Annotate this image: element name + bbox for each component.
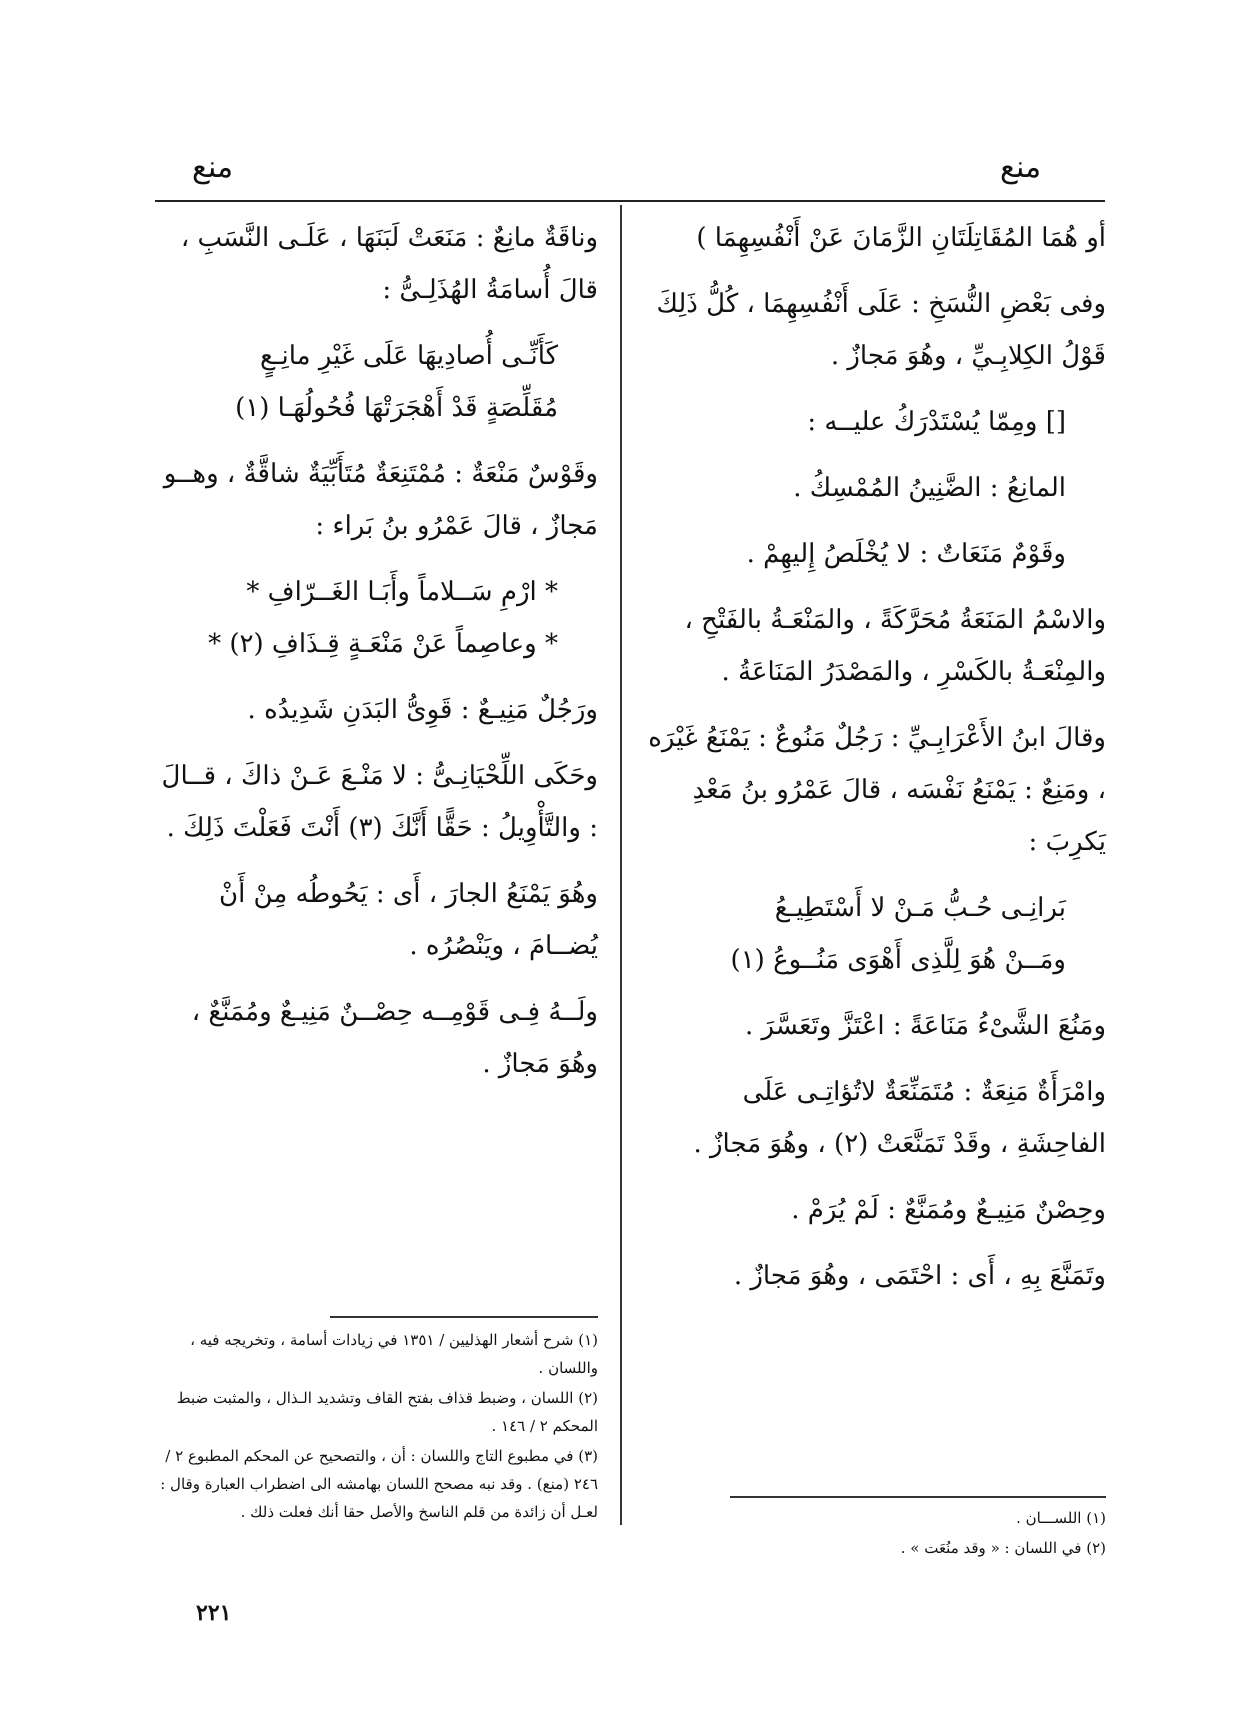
paragraph: ورَجُلٌ مَنِيـعٌ : قَوِىُّ البَدَنِ شَدِيدُه . — [247, 695, 598, 725]
header-rule — [155, 200, 1105, 202]
paragraph: وناقَةٌ مانِعٌ : مَنَعَتْ لَبَنَهَا ، عَلَـى النَّسَبِ ، قالَ أُسامَةُ الهُذَلِـىُّ : — [180, 223, 598, 305]
paragraph: وقَوْمٌ مَنَعَاتٌ : لا يُخْلَصُ إِليهِمْ . — [746, 539, 1066, 569]
right-column — [648, 212, 1106, 1316]
left-column — [148, 212, 598, 1104]
paragraph: والاسْمُ المَنَعَةُ مُحَرَّكَةً ، والمَنْعَـةُ بالفَتْحِ ، والمِنْعَـةُ بالكَسْرِ ، والمَصْدَرُ المَنَاعَةُ . — [684, 605, 1106, 687]
verse-line: مُقَلِّصَةٍ قَدْ أَهْجَرَتْهَا فُحُولُهَـا (١) — [235, 393, 558, 423]
paragraph: ولَــهُ فِـى قَوْمِــه حِصْــنٌ مَنِيـعٌ ومُمَنَّعٌ ، وهُوَ مَجازٌ . — [191, 997, 598, 1079]
footnote: (٢) في اللسان : « وقد منُعَت » . — [900, 1539, 1106, 1557]
verse-line: بَرانِـى حُـبُّ مَـنْ لا أَسْتَطِيـعُ — [774, 893, 1066, 923]
footnote: (١) اللســـان . — [1016, 1509, 1106, 1527]
footnote: (٢) اللسان ، وضبط قذاف بفتح القاف وتشديد الـذال ، والمثبت ضبط المحكم ٢ / ١٤٦ . — [176, 1389, 598, 1435]
header-entry-word-left: منع — [192, 150, 234, 185]
paragraph: وفى بَعْضِ النُّسَخِ : عَلَى أَنْفُسِهِمَا ، كُلُّ ذَلِكَ قَوْلُ الكِلابِـيِّ ، وهُوَ مَجازٌ . — [656, 289, 1106, 371]
paragraph: المانِعُ : الضَّنِينُ المُمْسِكُ . — [793, 473, 1066, 503]
header-entry-word-right: منع — [1000, 150, 1042, 185]
paragraph: وحِصْنٌ مَنِيـعٌ ومُمَنَّعٌ : لَمْ يُرَمْ . — [791, 1195, 1106, 1225]
page-number: ٢٢١ — [196, 1600, 232, 1626]
verse-line: كَأَنِّـى أُصادِيهَا عَلَى غَيْرِ مانِـعٍ — [260, 341, 558, 371]
verse-line: ومَــنْ هُوَ لِلَّذِى أَهْوَى مَنُــوعُ (١) — [730, 945, 1066, 975]
footnotes-left — [148, 1326, 598, 1528]
column-divider — [620, 205, 622, 1525]
footnote-rule — [730, 1496, 1106, 1498]
paragraph: ومَنُعَ الشَّىْءُ مَنَاعَةً : اعْتَزَّ وتَعَسَّرَ . — [745, 1011, 1106, 1041]
paragraph: وامْرَأَةٌ مَنِعَةٌ : مُتَمَنِّعَةٌ لاتُؤاتِـى عَلَى الفاحِشَةِ ، وقَدْ تَمَنَّعَتْ (٢) ، وهُوَ مَجازٌ . — [693, 1077, 1106, 1159]
paragraph: أو هُمَا المُقَاتِلَتَانِ الزَّمَانَ عَنْ أَنْفُسِهِمَا ) — [696, 223, 1106, 253]
paragraph: وقَوْسٌ مَنْعَةٌ : مُمْتَنِعَةٌ مُتَأَبِّيَةٌ شاقَّةٌ ، وهــو مَجازٌ ، قالَ عَمْرُو بنُ بَراء : — [163, 459, 598, 541]
verse-line: * وعاصِماً عَنْ مَنْعَـةٍ قِـذَافِ (٢) * — [208, 629, 558, 659]
verse-line: * ارْمِ سَــلاماً وأَبَـا الغَــرّافِ * — [246, 577, 558, 607]
footnotes-right — [648, 1504, 1106, 1564]
footnote: (١) شرح أشعار الهذليين / ١٣٥١ في زيادات أسامة ، وتخريجه فيه ، واللسان . — [190, 1331, 598, 1377]
paragraph: وحَكَى اللِّحْيَانِـىُّ : لا مَنْـعَ عَـنْ ذاكَ ، قــالَ : والتَّأْوِيلُ : حَقًّا أَنَّكَ (٣) أَنْتَ فَعَلْتَ ذَلِكَ . — [161, 761, 598, 843]
footnote: (٣) في مطبوع التاج واللسان : أن ، والتصحيح عن المحكم المطبوع ٢ /٢٤٦ (منع) . وقد نبه مصحح اللسان بهامشه الى اضطراب العبارة وقال : لعـل أن زائدة من قلم الناسخ والأصل حقا أنك فعلت ذلك . — [160, 1447, 598, 1521]
paragraph: وتَمَنَّعَ بِهِ ، أَى : احْتَمَى ، وهُوَ مَجازٌ . — [733, 1261, 1106, 1291]
paragraph: وقالَ ابنُ الأَعْرَابِـيِّ : رَجُلٌ مَنُوعٌ : يَمْنَعُ غَيْرَه ، ومَنِعٌ : يَمْنَعُ نَفْسَه ، قالَ عَمْرُو بنُ مَعْدِ يَكرِبَ : — [648, 723, 1106, 857]
footnote-rule — [330, 1316, 598, 1318]
paragraph: [] ومِمّا يُسْتَدْرَكُ عليــه : — [807, 407, 1066, 437]
paragraph: وهُوَ يَمْنَعُ الجارَ ، أَى : يَحُوطُه مِنْ أَنْ يُضــامَ ، ويَنْصُرُه . — [218, 879, 598, 961]
